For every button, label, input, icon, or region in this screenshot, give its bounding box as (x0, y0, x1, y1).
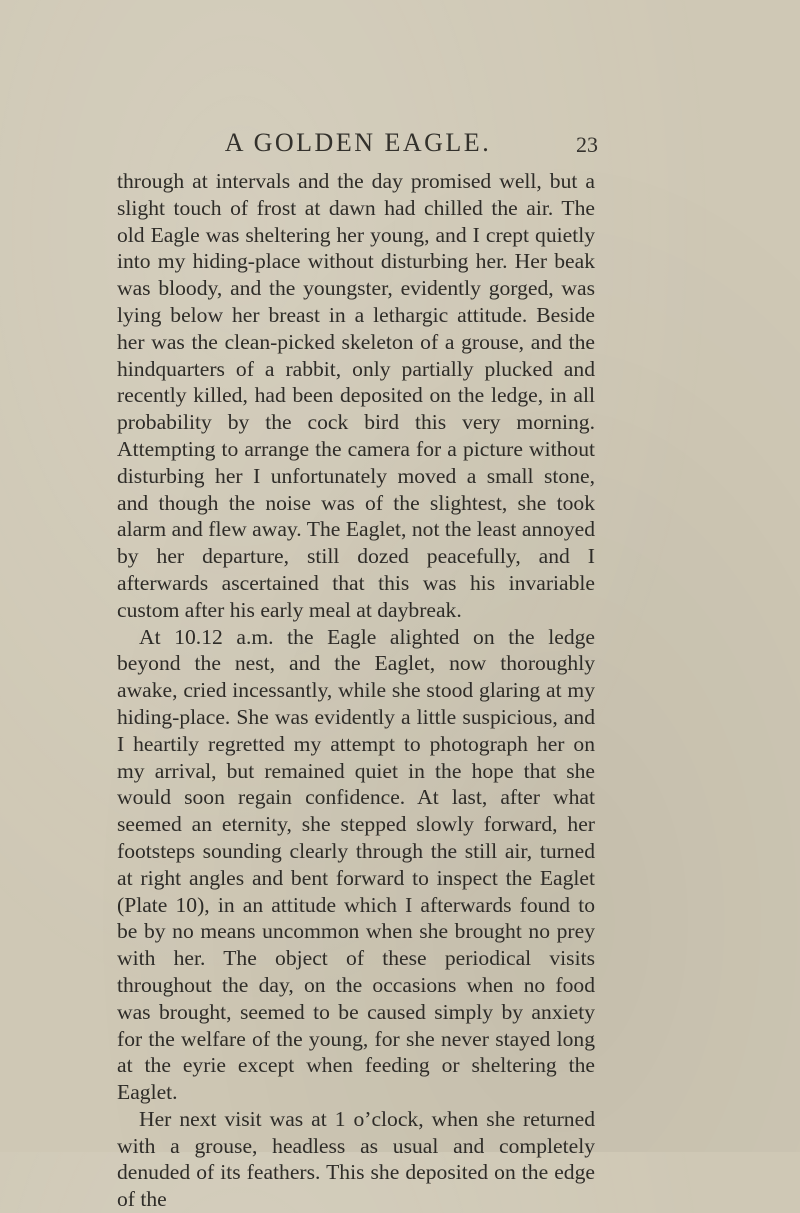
running-title: A GOLDEN EAGLE. (224, 128, 492, 157)
paragraph-3: Her next visit was at 1 o’clock, when she returned with a grouse, headless as usual and completely denuded of its feathers. This she deposited on the edge of the (117, 1106, 595, 1212)
paragraph-1: through at intervals and the day promised well, but a slight touch of frost at dawn had chilled the air. The old Eagle was sheltering her young, and I crept quietly into my hiding-place without disturbing her. Her beak was bloody, and the youngster, evidently gorged, was lying below her breast in a lethargic attitude. Beside her was the clean-picked skeleton of a grouse, and the hindquarters of a rabbit, only partially plucked and recently killed, had been deposited on the ledge, in all probability by the cock bird this very morning. Attempting to arrange the camera for a picture without disturbing her I unfortunately moved a small stone, and though the noise was of the slightest, she took alarm and flew away. The Eaglet, not the least annoyed by her departure, still dozed peacefully, and I afterwards ascertained that this was his invariable custom after his early meal at daybreak. (117, 169, 595, 622)
paragraph-2: At 10.12 a.m. the Eagle alighted on the ledge beyond the nest, and the Eaglet, now thoroughly awake, cried incessantly, while she stood glaring at my hiding-place. She was evidently a little suspicious, and I heartily regretted my attempt to photograph her on my arrival, but remained quiet in the hope that she would soon regain confidence. At last, after what seemed an eternity, she stepped slowly forward, her footsteps sounding clearly through the still air, turned at right angles and bent forward to inspect the Eaglet (Plate 10), in an attitude which I afterwards found to be by no means uncommon when she brought no prey with her. The object of these periodical visits throughout the day, on the occasions when no food was brought, seemed to be caused simply by anxiety for the welfare of the young, for she never stayed long at the eyrie except when feeding or sheltering the Eaglet. (117, 624, 595, 1105)
page-number: 23 (576, 132, 598, 157)
running-head (118, 128, 598, 164)
body-text (117, 168, 595, 1213)
